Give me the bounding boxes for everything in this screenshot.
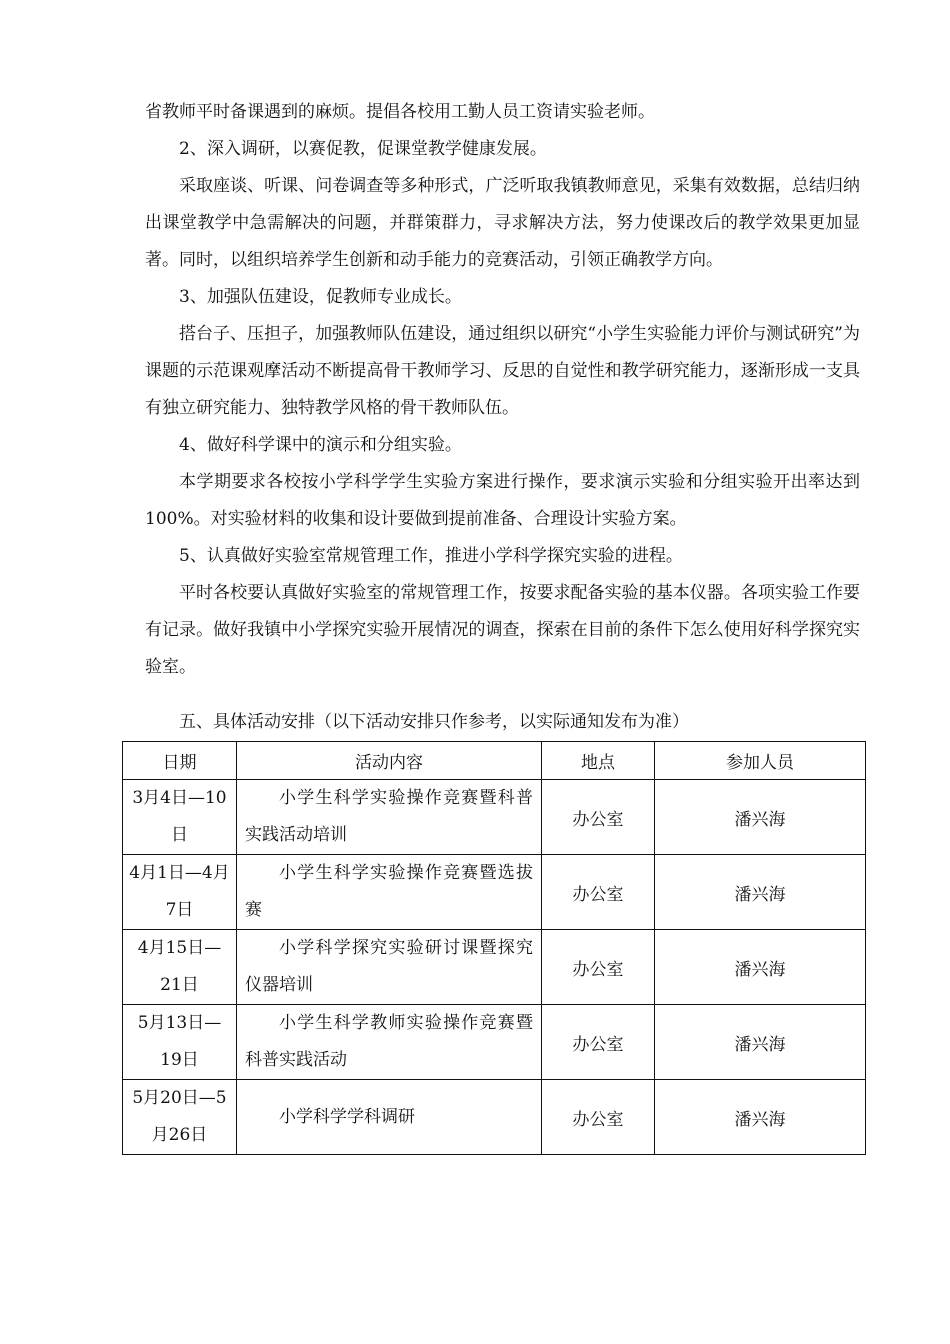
activity-text: 小学科学学科调研 (279, 1106, 415, 1127)
cell-location: 办公室 (542, 930, 655, 1005)
activity-text: 小学生科学实验操作竞赛暨科普实践活动培训 (245, 788, 533, 845)
table-row (123, 855, 866, 930)
cell-participants: 潘兴海 (655, 780, 866, 855)
header-activity: 活动内容 (237, 742, 542, 780)
date-text: 5月20日—5月26日 (132, 1088, 227, 1145)
date-text: 5月13日—19日 (137, 1013, 222, 1070)
table-row (123, 930, 866, 1005)
cell-location: 办公室 (542, 855, 655, 930)
section-heading-4: 4、做好科学课中的演示和分组实验。 (179, 435, 462, 455)
paragraph-continuation: 省教师平时备课遇到的麻烦。提倡各校用工勤人员工资请实验老师。 (145, 102, 655, 122)
cell-participants: 潘兴海 (655, 930, 866, 1005)
cell-activity (237, 855, 542, 930)
cell-participants: 潘兴海 (655, 855, 866, 930)
header-participants: 参加人员 (655, 742, 866, 780)
paragraph-experiments: 本学期要求各校按小学科学学生实验方案进行操作，要求演示实验和分组实验开出率达到100%。对实验材料的收集和设计要做到提前准备、合理设计实验方案。 (145, 472, 860, 529)
cell-location: 办公室 (542, 780, 655, 855)
cell-activity (237, 780, 542, 855)
date-text: 4月15日—21日 (137, 938, 222, 995)
header-date: 日期 (123, 742, 237, 780)
body-text (145, 94, 860, 686)
cell-location: 办公室 (542, 1080, 655, 1155)
date-text: 3月4日—10日 (132, 788, 227, 845)
date-text: 4月1日—4月7日 (129, 863, 230, 920)
section-heading-5: 5、认真做好实验室常规管理工作，推进小学科学探究实验的进程。 (179, 546, 683, 566)
activity-text: 小学科学探究实验研讨课暨探究仪器培训 (245, 938, 533, 995)
activity-text: 小学生科学教师实验操作竞赛暨科普实践活动 (245, 1013, 533, 1070)
activity-text: 小学生科学实验操作竞赛暨选拔赛 (245, 863, 533, 920)
cell-activity (237, 1080, 542, 1155)
table-header-row (123, 742, 866, 780)
paragraph-team-building: 搭台子、压担子，加强教师队伍建设，通过组织以研究“小学生实验能力评价与测试研究”为课题的示范课观摩活动不断提高骨干教师学习、反思的自觉性和教学研究能力，逐渐形成一支具有独立研究能力、独特教学风格的骨干教师队伍。 (145, 324, 860, 418)
cell-date (123, 930, 237, 1005)
cell-activity (237, 1005, 542, 1080)
table-row (123, 1080, 866, 1155)
cell-location: 办公室 (542, 1005, 655, 1080)
cell-activity (237, 930, 542, 1005)
table-row (123, 780, 866, 855)
cell-date (123, 1005, 237, 1080)
cell-date (123, 1080, 237, 1155)
cell-date (123, 855, 237, 930)
cell-participants: 潘兴海 (655, 1005, 866, 1080)
paragraph-research: 采取座谈、听课、问卷调查等多种形式，广泛听取我镇教师意见，采集有效数据，总结归纳出课堂教学中急需解决的问题，并群策群力，寻求解决方法，努力使课改后的教学效果更加显著。同时，以组织培养学生创新和动手能力的竞赛活动，引领正确教学方向。 (145, 176, 860, 270)
section-heading-3: 3、加强队伍建设，促教师专业成长。 (179, 287, 462, 307)
schedule-heading: 五、具体活动安排（以下活动安排只作参考，以实际通知发布为准） (179, 712, 689, 732)
cell-participants: 潘兴海 (655, 1080, 866, 1155)
cell-date (123, 780, 237, 855)
table-row (123, 1005, 866, 1080)
header-location: 地点 (542, 742, 655, 780)
schedule-table (122, 741, 866, 1155)
paragraph-lab-management: 平时各校要认真做好实验室的常规管理工作，按要求配备实验的基本仪器。各项实验工作要有记录。做好我镇中小学探究实验开展情况的调查，探索在目前的条件下怎么使用好科学探究实验室。 (145, 583, 860, 677)
section-heading-2: 2、深入调研，以赛促教，促课堂教学健康发展。 (179, 139, 547, 159)
